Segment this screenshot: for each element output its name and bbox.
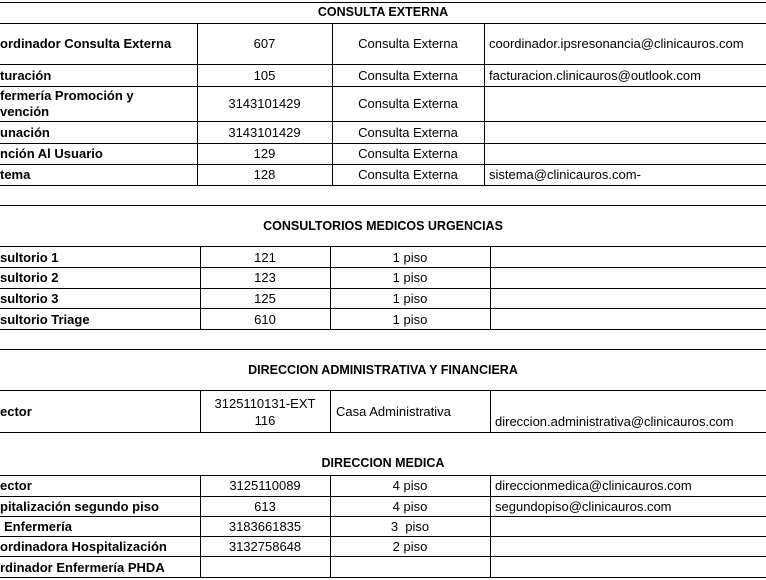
contact-email[interactable]: direccionmedica@clinicauros.com: [495, 478, 692, 493]
contact-name: nción Al Usuario: [0, 146, 103, 161]
contact-extension: 129: [253, 146, 276, 161]
contact-location: 1 piso: [392, 270, 428, 285]
contact-extension: 121: [254, 250, 276, 265]
contact-name: ordinador Consulta Externa: [0, 36, 172, 51]
contact-location: Consulta Externa: [358, 36, 458, 51]
contact-extension: 105: [253, 68, 276, 83]
contact-extension: 610: [254, 312, 276, 327]
section-title-urgencias: CONSULTORIOS MEDICOS URGENCIAS: [263, 219, 503, 233]
contact-extension: 125: [254, 291, 276, 306]
contact-extension: 123: [254, 270, 276, 285]
contact-extension: 3125110089: [229, 478, 301, 493]
contact-email[interactable]: direccion.administrativa@clinicauros.com: [495, 414, 734, 429]
contact-extension: 607: [253, 36, 276, 51]
contact-location: 4 piso: [392, 499, 428, 514]
contact-email[interactable]: sistema@clinicauros.com-: [489, 167, 641, 182]
contact-extension: 3143101429: [228, 125, 301, 140]
contact-extension: 3143101429: [228, 96, 301, 111]
contact-extension: 3132758648: [228, 539, 302, 554]
contact-name: ector: [0, 478, 32, 493]
contact-location: Consulta Externa: [358, 96, 458, 111]
contact-location: 2 piso: [392, 539, 428, 554]
contact-name: ordinadora Hospitalización: [0, 539, 167, 554]
contact-extension: 613: [254, 499, 276, 514]
contact-email[interactable]: coordinador.ipsresonancia@clinicauros.com: [489, 36, 744, 51]
contact-name: sultorio 3: [0, 291, 59, 306]
section-title-medica: DIRECCION MEDICA: [321, 456, 445, 470]
contact-location: Casa Administrativa: [336, 404, 451, 419]
contact-email[interactable]: segundopiso@clinicauros.com: [495, 499, 672, 514]
contact-name: unación: [0, 125, 50, 140]
contact-location: 1 piso: [392, 312, 428, 327]
contact-name: sultorio 1: [0, 250, 59, 265]
contact-email[interactable]: facturacion.clinicauros@outlook.com: [489, 68, 701, 83]
contact-name: sultorio 2: [0, 270, 59, 285]
contact-location: Consulta Externa: [358, 146, 458, 161]
contact-name: tema: [0, 167, 31, 182]
contact-location: Consulta Externa: [358, 125, 458, 140]
contact-location: Consulta Externa: [358, 68, 458, 83]
contact-name: pitalización segundo piso: [0, 499, 159, 514]
contact-name: rdinador Enfermería PHDA: [0, 560, 165, 575]
contact-extension: 3183661835: [228, 519, 302, 534]
contact-location: Consulta Externa: [358, 167, 458, 182]
contact-name: sultorio Triage: [0, 312, 90, 327]
contact-location: 1 piso: [392, 250, 428, 265]
contact-extension: 128: [253, 167, 276, 182]
section-title-consulta-externa: CONSULTA EXTERNA: [317, 5, 449, 19]
contact-name: turación: [0, 68, 52, 83]
section-title-administrativa: DIRECCION ADMINISTRATIVA Y FINANCIERA: [248, 363, 518, 377]
contact-location: 4 piso: [392, 478, 428, 493]
contact-name: fermería Promoción y vención: [0, 88, 134, 119]
contact-location: 3 piso: [390, 519, 430, 534]
contact-extension: 3125110131-EXT 116: [214, 396, 316, 428]
contact-location: 1 piso: [392, 291, 428, 306]
contact-name: ector: [0, 404, 32, 419]
contact-name: Enfermería: [4, 519, 72, 534]
